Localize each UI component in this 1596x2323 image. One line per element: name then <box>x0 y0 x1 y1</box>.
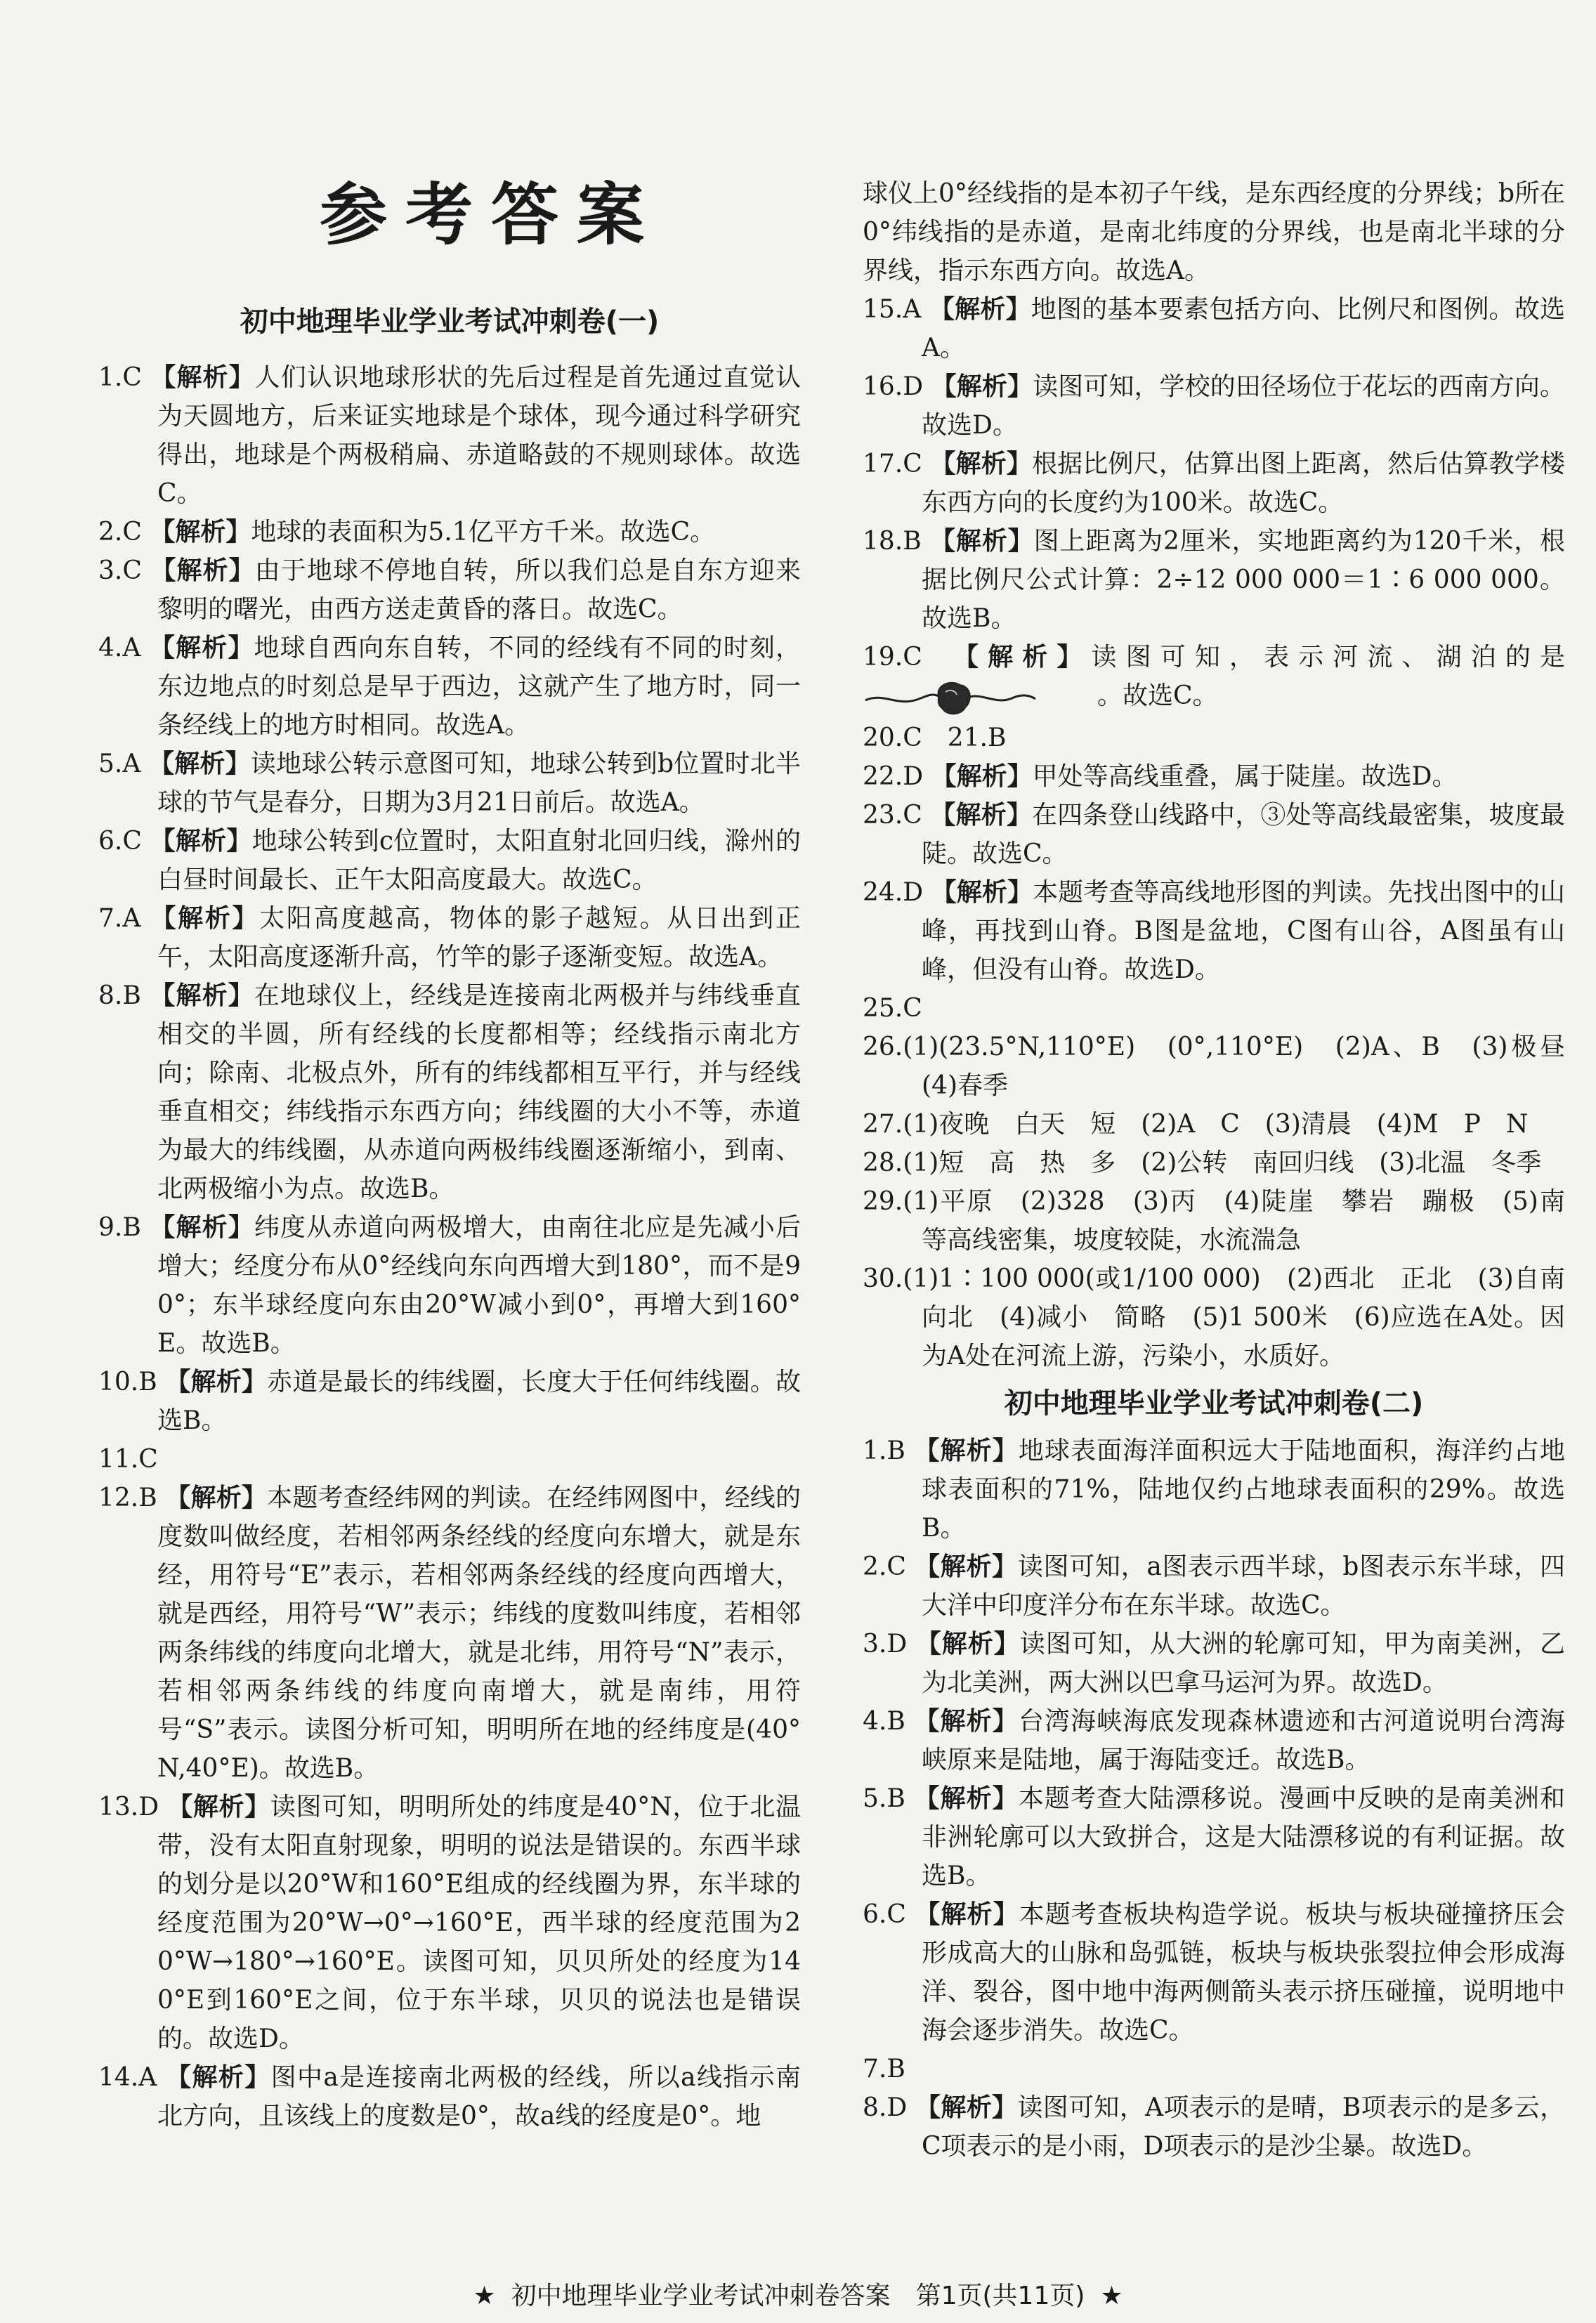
answer-22 <box>863 757 1565 796</box>
answer-text: 读图可知，从大洲的轮廓可知，甲为南美洲，乙为北美洲，两大洲以巴拿马运河为界。故选D。 <box>922 1630 1565 1697</box>
answer-13 <box>98 1788 801 2058</box>
river-lake-icon <box>922 676 1097 719</box>
answer-num: 5.A <box>98 750 141 778</box>
answer-text: 台湾海峡海底发现森林遗迹和古河道说明台湾海峡原来是陆地，属于海陆变迁。故选B。 <box>922 1707 1565 1774</box>
page-title: 参考答案 <box>320 176 662 254</box>
answer-num: 6.C <box>98 827 142 856</box>
analysis-tag: 【解析】 <box>930 801 1032 830</box>
answer-num: 2.C <box>98 518 142 547</box>
answer-3 <box>98 551 801 629</box>
answer-text: 本题考查经纬网的判读。在经纬网图中，经线的度数叫做经度，若相邻两条经线的经度向东增大，就是东经，用符号“E”表示，若相邻两条经线的经度向西增大，就是西经，用符号“W”表示；纬线的度数叫纬度，若相邻两条纬线的纬度向北增大，就是北纬，用符号“N”表示，若相邻两条纬线的纬度向南增大，就是南纬，用符号“S”表示。读图分析可知，明明所在地的经纬度是(40°N,40°E)。故选B。 <box>157 1484 801 1783</box>
answer-p2-7: 7.B <box>863 2055 905 2083</box>
answer-7 <box>98 899 801 976</box>
answer-text: 读图可知，学校的田径场位于花坛的西南方向。故选D。 <box>922 372 1565 440</box>
analysis-tag: 【解析】 <box>915 1552 1018 1581</box>
answer-p2-2 <box>863 1547 1565 1625</box>
answer-text: 地球表面海洋面积远大于陆地面积，海洋约占地球表面积的71%，陆地仅约占地球表面积的29%。故选B。 <box>922 1437 1565 1543</box>
analysis-tag: 【解析】 <box>165 1368 268 1396</box>
analysis-tag: 【解析】 <box>930 527 1034 556</box>
answer-6 <box>98 822 801 899</box>
answer-4 <box>98 629 801 745</box>
analysis-tag: 【解析】 <box>914 1784 1019 1813</box>
answer-p2-6 <box>863 1895 1565 2050</box>
analysis-tag: 【解析】 <box>966 643 1092 672</box>
analysis-tag: 【解析】 <box>150 363 255 392</box>
analysis-tag: 【解析】 <box>150 827 252 856</box>
answer-p2-4 <box>863 1702 1565 1779</box>
answer-num: 8.B <box>98 981 141 1010</box>
analysis-tag: 【解析】 <box>150 904 260 933</box>
analysis-tag: 【解析】 <box>149 750 251 778</box>
answer-tail: 。故选C。 <box>1097 681 1218 710</box>
answer-p2-3 <box>863 1625 1565 1702</box>
section-title-1: 初中地理毕业学业考试冲刺卷(一) <box>240 306 660 338</box>
analysis-tag: 【解析】 <box>150 518 251 547</box>
answer-text: 由于地球不停地自转，所以我们总是自东方迎来黎明的曙光，由西方送走黄昏的落日。故选C。 <box>157 556 801 624</box>
answer-text: 图中a是连接南北两极的经线，所以a线指示南北方向，且该线上的度数是0°，故a线的经度是0°。地 <box>157 2063 801 2131</box>
answer-10 <box>98 1363 801 1440</box>
section-title-2: 初中地理毕业学业考试冲刺卷(二) <box>1004 1387 1424 1420</box>
answer-text: 读图可知，A项表示的是晴，B项表示的是多云，C项表示的是小雨，D项表示的是沙尘暴。故选D。 <box>922 2093 1565 2161</box>
analysis-tag: 【解析】 <box>915 1900 1019 1929</box>
answer-11 <box>98 1440 801 1479</box>
analysis-tag: 【解析】 <box>930 450 1032 478</box>
answer-num: 4.A <box>98 634 141 662</box>
answer-24 <box>863 873 1565 989</box>
analysis-tag: 【解析】 <box>150 556 255 585</box>
answer-text: 太阳高度越高，物体的影子越短。从日出到正午，太阳高度逐渐升高，竹竿的影子逐渐变短。故选A。 <box>157 904 801 971</box>
answer-16 <box>863 367 1565 445</box>
answer-15 <box>863 290 1565 367</box>
right-column <box>863 174 1591 2166</box>
answer-num: 1.B <box>863 1437 905 1465</box>
answer-text: 读图可知，明明所处的纬度是40°N，位于北温带，没有太阳直射现象，明明的说法是错误的。东西半球的划分是以20°W和160°E组成的经线圈为界，东半球的经度范围为20°W→0°→160°E，西半球的经度范围为20°W→180°→160°E。读图可知，贝贝所处的经度为140°E到160°E之间，位于东半球，贝贝的说法也是错误的。故选D。 <box>157 1793 801 2053</box>
answer-p2-1 <box>863 1432 1565 1547</box>
answer-1 <box>98 358 801 513</box>
answer-num: 1.C <box>98 363 142 392</box>
analysis-tag: 【解析】 <box>914 1437 1019 1465</box>
answer-text: 根据比例尺，估算出图上距离，然后估算教学楼东西方向的长度约为100米。故选C。 <box>922 450 1565 517</box>
answer-num: 22.D <box>863 762 924 791</box>
answer-num: 24.D <box>863 878 924 907</box>
answer-text: 读地球公转示意图可知，地球公转到b位置时北半球的节气是春分，日期为3月21日前后。故选A。 <box>157 750 801 817</box>
analysis-tag: 【解析】 <box>167 1793 270 1821</box>
answer-p2-8 <box>863 2088 1565 2166</box>
answer-text: 地球公转到c位置时，太阳直射北回归线，滁州的白昼时间最长、正午太阳高度最大。故选C。 <box>157 827 801 894</box>
answer-num: 18.B <box>863 527 922 556</box>
analysis-tag: 【解析】 <box>931 762 1033 791</box>
answer-29: 29.(1)平原 (2)328 (3)丙 (4)陡崖 攀岩 蹦极 (5)南 等高线密集，坡度较陡，水流湍急 <box>863 1187 1591 1255</box>
analysis-tag: 【解析】 <box>915 1630 1020 1658</box>
answer-27: 27.(1)夜晚 白天 短 (2)A C (3)清晨 (4)M P N <box>863 1110 1529 1139</box>
answer-num: 10.B <box>98 1368 157 1396</box>
answer-num: 16.D <box>863 372 924 401</box>
answer-25: 25.C <box>863 994 922 1023</box>
answer-text: 赤道是最长的纬线圈，长度大于任何纬线圈。故选B。 <box>157 1368 801 1435</box>
answer-text: 在地球仪上，经线是连接南北两极并与纬线垂直相交的半圆，所有经线的长度都相等；经线指示南北方向；除南、北极点外，所有的纬线都相互平行，并与经线垂直相交；纬线指示东西方向；纬线圈的大小不等，赤道为最大的纬线圈，从赤道向两极纬线圈逐渐缩小，到南、北两极缩小为点。故选B。 <box>157 981 801 1203</box>
answer-text: 本题考查等高线地形图的判读。先找出图中的山峰，再找到山脊。B图是盆地，C图有山谷，A图虽有山峰，但没有山脊。故选D。 <box>922 878 1565 984</box>
answer-text: 在四条登山线路中，③处等高线最密集，坡度最陡。故选C。 <box>922 801 1565 868</box>
answer-text: 人们认识地球形状的先后过程是首先通过直觉认为天圆地方，后来证实地球是个球体，现今通过科学研究得出，地球是个两极稍扁、赤道略鼓的不规则球体。故选C。 <box>157 363 801 508</box>
answer-12 <box>98 1479 801 1788</box>
analysis-tag: 【解析】 <box>931 878 1033 907</box>
analysis-tag: 【解析】 <box>929 295 1031 324</box>
answer-28: 28.(1)短 高 热 多 (2)公转 南回归线 (3)北温 冬季 <box>863 1149 1542 1177</box>
answer-30: 30.(1)1∶100 000(或1/100 000) (2)西北 正北 (3)自南向北 (4)减小 简略 (5)1 500米 (6)应选在A处。因为A处在河流上游，污染小，水质好。 <box>863 1264 1565 1370</box>
answer-text: 地球的表面积为5.1亿平方千米。故选C。 <box>251 518 716 547</box>
answer-26: 26.(1)(23.5°N,110°E) (0°,110°E) (2)A、B (3)极昼 (4)春季 <box>863 1033 1591 1100</box>
analysis-tag: 【解析】 <box>150 981 254 1010</box>
answer-num: 5.B <box>863 1784 905 1813</box>
star-icon: ★ <box>473 2282 496 2310</box>
analysis-tag: 【解析】 <box>149 634 254 662</box>
answer-5 <box>98 745 801 822</box>
answer-num: 13.D <box>98 1793 159 1821</box>
answer-text: 读图可知，a图表示西半球，b图表示东半球，四大洋中印度洋分布在东半球。故选C。 <box>922 1552 1565 1620</box>
answer-num: 6.C <box>863 1900 906 1929</box>
answer-num: 3.D <box>863 1630 908 1658</box>
footer-text: 初中地理毕业学业考试冲刺卷答案 第1页(共11页) <box>511 2282 1085 2310</box>
answer-num: 2.C <box>863 1552 906 1581</box>
answer-9 <box>98 1208 801 1363</box>
answer-num: 19.C <box>863 643 922 672</box>
answer-23 <box>863 796 1565 873</box>
answer-num: 11.C <box>98 1445 158 1474</box>
answer-num: 14.A <box>98 2063 157 2092</box>
analysis-tag: 【解析】 <box>165 1484 268 1512</box>
river-lake-icon-svg <box>863 676 1038 719</box>
analysis-tag: 【解析】 <box>150 1213 254 1242</box>
answer-2 <box>98 513 801 551</box>
analysis-tag: 【解析】 <box>931 372 1033 401</box>
answer-num: 15.A <box>863 295 922 324</box>
answer-14 <box>98 2058 801 2135</box>
analysis-tag: 【解析】 <box>915 2093 1018 2122</box>
analysis-tag: 【解析】 <box>166 2063 271 2092</box>
answer-text: 纬度从赤道向两极增大，由南往北应是先减小后增大；经度分布从0°经线向东向西增大到180°，而不是90°；东半球经度向东由20°W减小到0°，再增大到160°E。故选B。 <box>157 1213 801 1358</box>
left-column <box>98 294 801 2135</box>
answer-19 <box>863 638 1565 719</box>
answer-18 <box>863 522 1565 638</box>
answer-num: 17.C <box>863 450 922 478</box>
answer-17 <box>863 445 1565 522</box>
answer-text: 甲处等高线重叠，属于陡崖。故选D。 <box>1032 762 1458 791</box>
answer-20-21: 20.C 21.B <box>863 724 1007 752</box>
answer-8 <box>98 976 801 1208</box>
answer-text: 图上距离为2厘米，实地距离约为120千米，根据比例尺公式计算：2÷12 000 000＝1∶6 000 000。故选B。 <box>922 527 1565 633</box>
answer-num: 7.A <box>98 904 141 933</box>
answer-text: 本题考查板块构造学说。板块与板块碰撞挤压会形成高大的山脉和岛弧链，板块与板块张裂拉伸会形成海洋、裂谷，图中地中海两侧箭头表示挤压碰撞，说明地中海会逐步消失。故选C。 <box>922 1900 1565 2045</box>
answer-num: 8.D <box>863 2093 908 2122</box>
answer-14-continued: 球仪上0°经线指的是本初子午线，是东西经度的分界线；b所在0°纬线指的是赤道，是南北纬度的分界线，也是南北半球的分界线，指示东西方向。故选A。 <box>863 179 1565 285</box>
star-icon: ★ <box>1100 2282 1123 2310</box>
answer-text: 本题考查大陆漂移说。漫画中反映的是南美洲和非洲轮廓可以大致拼合，这是大陆漂移说的有利证据。故选B。 <box>922 1784 1565 1890</box>
answer-num: 12.B <box>98 1484 157 1512</box>
analysis-tag: 【解析】 <box>914 1707 1019 1736</box>
answer-num: 9.B <box>98 1213 141 1242</box>
answer-num: 3.C <box>98 556 142 585</box>
answer-num: 23.C <box>863 801 922 830</box>
answer-text: 读图可知，表示河流、湖泊的是 <box>1091 643 1565 672</box>
answer-text: 地球自西向东自转，不同的经线有不同的时刻，东边地点的时刻总是早于西边，这就产生了地方时，同一条经线上的地方时相同。故选A。 <box>157 634 801 740</box>
answer-num: 4.B <box>863 1707 905 1736</box>
answer-text: 地图的基本要素包括方向、比例尺和图例。故选A。 <box>922 295 1565 362</box>
page-footer <box>0 2276 1596 2312</box>
answer-p2-5 <box>863 1779 1565 1895</box>
